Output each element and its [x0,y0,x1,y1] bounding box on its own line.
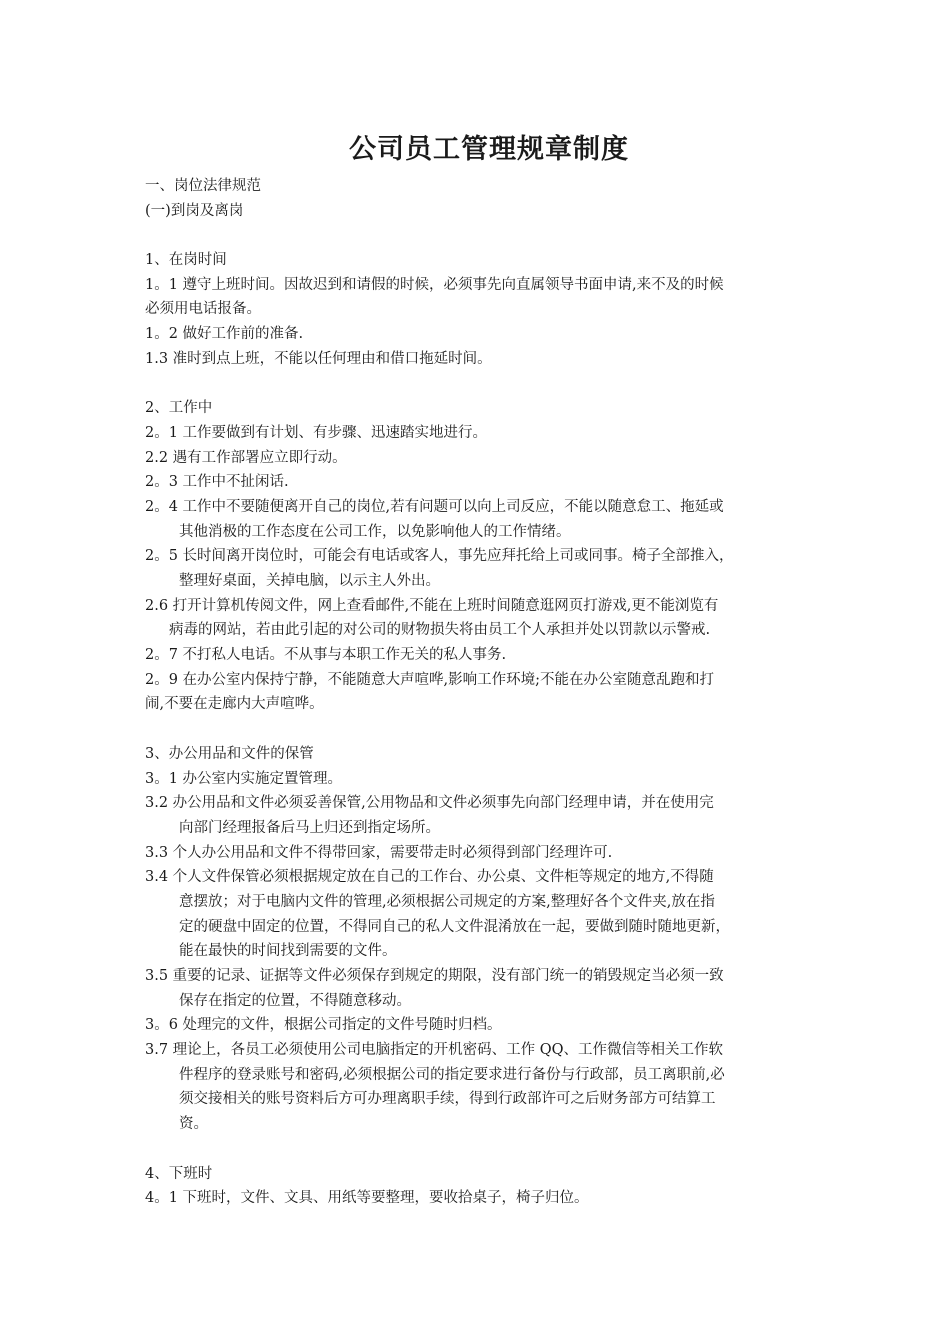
paragraph-continuation: 定的硬盘中固定的位置，不得同自己的私人文件混淆放在一起，要做到随时随地更新， [179,918,730,935]
paragraph-line: 2.6 打开计算机传阅文件，网上查看邮件,不能在上班时间随意逛网页打游戏,更不能浏览有 [145,597,719,614]
paragraph-line: 1。2 做好工作前的准备. [145,326,304,343]
paragraph-line: 3.4 个人文件保管必须根据规定放在自己的工作台、办公桌、文件柜等规定的地方,不得随 [145,869,714,886]
blank-line [145,223,813,248]
paragraph-continuation: 意摆放；对于电脑内文件的管理,必须根据公司规定的方案,整理好各个文件夹,放在指 [179,893,715,910]
paragraph-line: 1.3 准时到点上班，不能以任何理由和借口拖延时间。 [145,350,492,367]
paragraph-continuation: 病毒的网站，若由此引起的对公司的财物损失将由员工个人承担并处以罚款以示警戒. [169,622,711,639]
paragraph-line: 4。1 下班时，文件、文具、用纸等要整理，要收拾桌子，椅子归位。 [145,1190,589,1207]
paragraph-line: 3.3 个人办公用品和文件不得带回家，需要带走时必须得到部门经理许可. [145,844,613,861]
paragraph-line: 2。4 工作中不要随便离开自己的岗位,若有问题可以向上司反应，不能以随意怠工、拖延或 [145,498,724,515]
paragraph-line: 3.7 理论上，各员工必须使用公司电脑指定的开机密码、工作 QQ、工作微信等相关工作软 [145,1042,724,1059]
paragraph-continuation: 保存在指定的位置，不得随意移动。 [179,992,411,1009]
paragraph-line: 3.5 重要的记录、证据等文件必须保存到规定的期限，没有部门统一的销毁规定当必须一致 [145,968,724,984]
item-heading: 4、下班时 [145,1165,213,1182]
paragraph-continuation: 资。 [179,1116,208,1133]
paragraph-continuation: 其他消极的工作态度在公司工作，以免影响他人的工作情绪。 [179,523,571,540]
paragraph-line: 2。1 工作要做到有计划、有步骤、迅速踏实地进行。 [145,424,488,441]
paragraph-line: 3。1 办公室内实施定置管理。 [145,770,343,787]
paragraph-line: 闹,不要在走廊内大声喧哗。 [145,696,324,713]
paragraph-continuation: 向部门经理报备后马上归还到指定场所。 [179,819,440,836]
blank-line [145,372,813,397]
paragraph-continuation: 件程序的登录账号和密码,必须根据公司的指定要求进行备份与行政部，员工离职前,必 [179,1066,725,1083]
item-heading: 1、在岗时间 [145,252,227,269]
subsection-heading: (一)到岗及离岗 [145,202,244,219]
document-body [145,174,813,1211]
document-title: 公司员工管理规章制度 [349,134,629,165]
item-heading: 3、办公用品和文件的保管 [145,745,314,762]
section-heading: 一、岗位法律规范 [145,178,261,194]
paragraph-continuation: 能在最快的时间找到需要的文件。 [179,943,397,960]
paragraph-line: 3.2 办公用品和文件必须妥善保管,公用物品和文件必须事先向部门经理申请，并在使用完 [145,795,714,812]
paragraph-line: 2。9 在办公室内保持宁静，不能随意大声喧哗,影响工作环境;不能在办公室随意乱跑和打 [145,671,715,688]
paragraph-continuation: 须交接相关的账号资料后方可办理离职手续，得到行政部许可之后财务部方可结算工 [179,1091,716,1108]
paragraph-line: 1。1 遵守上班时间。因故迟到和请假的时候，必须事先向直属领导书面申请,来不及的时候 [145,276,724,293]
blank-line [145,1137,813,1162]
paragraph-line: 2。7 不打私人电话。不从事与本职工作无关的私人事务. [145,647,507,664]
paragraph-line: 2。5 长时间离开岗位时，可能会有电话或客人，事先应拜托给上司或同事。椅子全部推入， [145,548,734,565]
paragraph-line: 必须用电话报备。 [145,301,261,318]
paragraph-continuation: 整理好桌面，关掉电脑，以示主人外出。 [179,573,440,589]
blank-line [145,717,813,742]
paragraph-line: 2.2 遇有工作部署应立即行动。 [145,449,347,466]
item-heading: 2、工作中 [145,400,213,417]
paragraph-line: 2。3 工作中不扯闲话. [145,474,289,491]
paragraph-line: 3。6 处理完的文件，根据公司指定的文件号随时归档。 [145,1017,502,1034]
